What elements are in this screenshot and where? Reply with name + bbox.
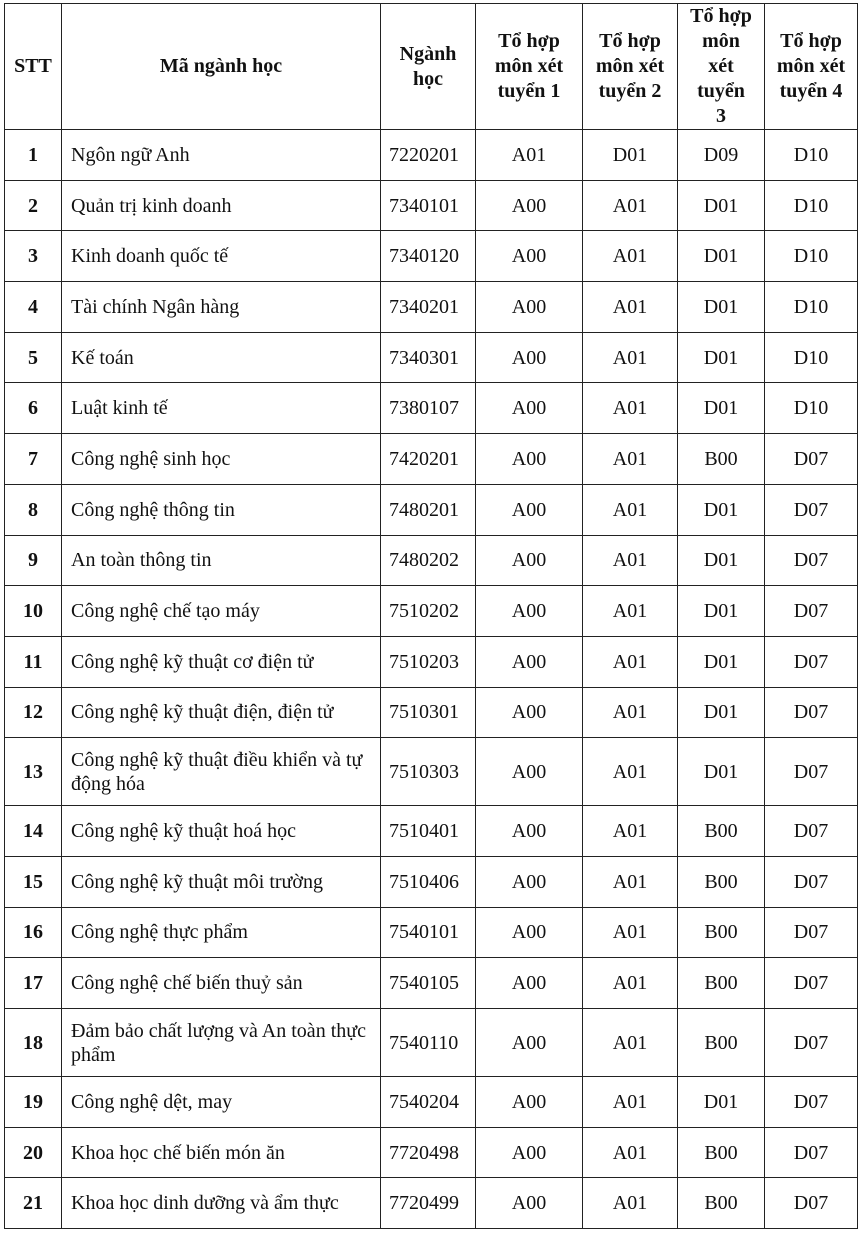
cell-name: Luật kinh tế	[62, 383, 381, 434]
cell-stt: 21	[5, 1178, 62, 1229]
table-row	[5, 130, 858, 181]
table-row	[5, 434, 858, 485]
admission-table	[4, 3, 858, 1229]
cell-combo-4: D10	[765, 282, 858, 333]
cell-combo-1: A00	[476, 180, 583, 231]
cell-combo-3: D01	[678, 282, 765, 333]
cell-code: 7540110	[381, 1009, 476, 1077]
cell-code: 7340301	[381, 332, 476, 383]
table-row	[5, 535, 858, 586]
cell-code: 7510301	[381, 687, 476, 738]
table-row	[5, 332, 858, 383]
cell-combo-1: A00	[476, 856, 583, 907]
cell-combo-1: A01	[476, 130, 583, 181]
cell-combo-1: A00	[476, 383, 583, 434]
cell-stt: 16	[5, 907, 62, 958]
cell-code: 7540204	[381, 1077, 476, 1128]
cell-combo-1: A00	[476, 738, 583, 806]
table-row	[5, 1127, 858, 1178]
cell-combo-2: D01	[583, 130, 678, 181]
cell-stt: 13	[5, 738, 62, 806]
cell-combo-3: B00	[678, 1127, 765, 1178]
header-to-hop-3: Tổ hợp môn xét tuyển 3	[678, 4, 765, 130]
cell-combo-2: A01	[583, 1009, 678, 1077]
cell-name: Công nghệ kỹ thuật điều khiển và tự động hóa	[62, 738, 381, 806]
cell-combo-4: D07	[765, 687, 858, 738]
cell-combo-1: A00	[476, 687, 583, 738]
header-row	[5, 4, 858, 130]
cell-combo-1: A00	[476, 1127, 583, 1178]
cell-stt: 1	[5, 130, 62, 181]
cell-name: Kinh doanh quốc tế	[62, 231, 381, 282]
cell-code: 7510202	[381, 586, 476, 637]
cell-stt: 8	[5, 484, 62, 535]
cell-combo-2: A01	[583, 231, 678, 282]
cell-stt: 20	[5, 1127, 62, 1178]
cell-combo-4: D07	[765, 856, 858, 907]
cell-combo-4: D07	[765, 636, 858, 687]
cell-code: 7510401	[381, 806, 476, 857]
cell-combo-4: D07	[765, 1009, 858, 1077]
cell-combo-3: D01	[678, 535, 765, 586]
cell-name: Công nghệ dệt, may	[62, 1077, 381, 1128]
cell-combo-3: D01	[678, 383, 765, 434]
cell-code: 7540105	[381, 958, 476, 1009]
cell-combo-2: A01	[583, 332, 678, 383]
cell-combo-2: A01	[583, 806, 678, 857]
table-row	[5, 383, 858, 434]
cell-combo-3: D01	[678, 180, 765, 231]
cell-combo-4: D07	[765, 434, 858, 485]
cell-code: 7510406	[381, 856, 476, 907]
cell-combo-3: D01	[678, 687, 765, 738]
cell-name: Công nghệ sinh học	[62, 434, 381, 485]
table-row	[5, 484, 858, 535]
cell-combo-4: D07	[765, 535, 858, 586]
cell-code: 7510303	[381, 738, 476, 806]
table-row	[5, 180, 858, 231]
cell-code: 7340120	[381, 231, 476, 282]
cell-combo-1: A00	[476, 1178, 583, 1229]
table-row	[5, 806, 858, 857]
table-row	[5, 907, 858, 958]
cell-code: 7380107	[381, 383, 476, 434]
cell-code: 7720499	[381, 1178, 476, 1229]
cell-combo-1: A00	[476, 1077, 583, 1128]
cell-stt: 7	[5, 434, 62, 485]
cell-combo-4: D07	[765, 738, 858, 806]
table-row	[5, 1178, 858, 1229]
cell-combo-1: A00	[476, 1009, 583, 1077]
cell-combo-3: D01	[678, 484, 765, 535]
cell-stt: 14	[5, 806, 62, 857]
cell-combo-2: A01	[583, 636, 678, 687]
cell-name: Công nghệ chế tạo máy	[62, 586, 381, 637]
table-row	[5, 1077, 858, 1128]
cell-stt: 5	[5, 332, 62, 383]
cell-combo-4: D07	[765, 958, 858, 1009]
cell-stt: 3	[5, 231, 62, 282]
cell-combo-2: A01	[583, 180, 678, 231]
cell-code: 7480202	[381, 535, 476, 586]
table-row	[5, 231, 858, 282]
cell-combo-3: B00	[678, 856, 765, 907]
cell-combo-1: A00	[476, 484, 583, 535]
cell-combo-3: B00	[678, 958, 765, 1009]
table-row	[5, 636, 858, 687]
cell-combo-1: A00	[476, 282, 583, 333]
cell-combo-2: A01	[583, 434, 678, 485]
cell-combo-3: B00	[678, 907, 765, 958]
cell-name: Kế toán	[62, 332, 381, 383]
cell-combo-3: B00	[678, 434, 765, 485]
cell-name: Quản trị kinh doanh	[62, 180, 381, 231]
cell-code: 7480201	[381, 484, 476, 535]
cell-code: 7540101	[381, 907, 476, 958]
cell-combo-1: A00	[476, 434, 583, 485]
cell-name: Công nghệ kỹ thuật môi trường	[62, 856, 381, 907]
cell-combo-4: D07	[765, 1077, 858, 1128]
table-row	[5, 856, 858, 907]
cell-combo-1: A00	[476, 586, 583, 637]
table-row	[5, 1009, 858, 1077]
cell-combo-4: D10	[765, 130, 858, 181]
cell-combo-3: D01	[678, 1077, 765, 1128]
cell-combo-2: A01	[583, 586, 678, 637]
cell-combo-3: D01	[678, 636, 765, 687]
cell-stt: 2	[5, 180, 62, 231]
table-row	[5, 687, 858, 738]
table-row	[5, 586, 858, 637]
cell-code: 7220201	[381, 130, 476, 181]
cell-combo-4: D07	[765, 586, 858, 637]
cell-code: 7340201	[381, 282, 476, 333]
cell-combo-1: A00	[476, 636, 583, 687]
cell-stt: 6	[5, 383, 62, 434]
cell-name: Công nghệ thông tin	[62, 484, 381, 535]
cell-combo-3: B00	[678, 1178, 765, 1229]
cell-combo-3: D01	[678, 231, 765, 282]
cell-combo-2: A01	[583, 907, 678, 958]
cell-combo-1: A00	[476, 958, 583, 1009]
header-ma-nganh-hoc: Mã ngành học	[62, 4, 381, 130]
cell-name: Công nghệ kỹ thuật điện, điện tử	[62, 687, 381, 738]
cell-combo-3: D01	[678, 738, 765, 806]
cell-combo-2: A01	[583, 484, 678, 535]
cell-code: 7720498	[381, 1127, 476, 1178]
cell-combo-4: D10	[765, 180, 858, 231]
cell-name: Công nghệ kỹ thuật hoá học	[62, 806, 381, 857]
cell-stt: 15	[5, 856, 62, 907]
cell-combo-2: A01	[583, 738, 678, 806]
cell-name: Khoa học chế biến món ăn	[62, 1127, 381, 1178]
header-to-hop-1: Tổ hợp môn xét tuyển 1	[476, 4, 583, 130]
header-stt: STT	[5, 4, 62, 130]
cell-combo-2: A01	[583, 958, 678, 1009]
cell-combo-2: A01	[583, 856, 678, 907]
cell-combo-1: A00	[476, 332, 583, 383]
cell-combo-3: D09	[678, 130, 765, 181]
cell-stt: 12	[5, 687, 62, 738]
cell-code: 7420201	[381, 434, 476, 485]
cell-combo-1: A00	[476, 535, 583, 586]
cell-stt: 10	[5, 586, 62, 637]
cell-code: 7340101	[381, 180, 476, 231]
cell-code: 7510203	[381, 636, 476, 687]
cell-combo-3: D01	[678, 332, 765, 383]
cell-combo-3: D01	[678, 586, 765, 637]
header-to-hop-2: Tổ hợp môn xét tuyển 2	[583, 4, 678, 130]
table-row	[5, 958, 858, 1009]
cell-stt: 9	[5, 535, 62, 586]
cell-combo-2: A01	[583, 535, 678, 586]
cell-combo-2: A01	[583, 282, 678, 333]
cell-name: Ngôn ngữ Anh	[62, 130, 381, 181]
cell-name: Tài chính Ngân hàng	[62, 282, 381, 333]
cell-stt: 18	[5, 1009, 62, 1077]
cell-stt: 4	[5, 282, 62, 333]
cell-combo-1: A00	[476, 907, 583, 958]
table-row	[5, 282, 858, 333]
cell-combo-3: B00	[678, 1009, 765, 1077]
cell-name: Công nghệ chế biến thuỷ sản	[62, 958, 381, 1009]
cell-stt: 11	[5, 636, 62, 687]
cell-combo-2: A01	[583, 1077, 678, 1128]
cell-combo-1: A00	[476, 806, 583, 857]
cell-combo-2: A01	[583, 687, 678, 738]
cell-name: Đảm bảo chất lượng và An toàn thực phẩm	[62, 1009, 381, 1077]
table-row	[5, 738, 858, 806]
header-to-hop-4: Tổ hợp môn xét tuyển 4	[765, 4, 858, 130]
cell-combo-4: D10	[765, 231, 858, 282]
cell-stt: 19	[5, 1077, 62, 1128]
cell-combo-2: A01	[583, 1127, 678, 1178]
cell-name: An toàn thông tin	[62, 535, 381, 586]
cell-combo-2: A01	[583, 1178, 678, 1229]
cell-name: Khoa học dinh dưỡng và ẩm thực	[62, 1178, 381, 1229]
cell-combo-4: D10	[765, 332, 858, 383]
cell-combo-1: A00	[476, 231, 583, 282]
header-nganh-hoc: Ngành học	[381, 4, 476, 130]
cell-combo-4: D07	[765, 907, 858, 958]
cell-name: Công nghệ thực phẩm	[62, 907, 381, 958]
cell-name: Công nghệ kỹ thuật cơ điện tử	[62, 636, 381, 687]
cell-combo-2: A01	[583, 383, 678, 434]
cell-combo-4: D10	[765, 383, 858, 434]
cell-combo-4: D07	[765, 1127, 858, 1178]
cell-stt: 17	[5, 958, 62, 1009]
cell-combo-4: D07	[765, 806, 858, 857]
cell-combo-3: B00	[678, 806, 765, 857]
cell-combo-4: D07	[765, 1178, 858, 1229]
table-body	[5, 130, 858, 1229]
cell-combo-4: D07	[765, 484, 858, 535]
